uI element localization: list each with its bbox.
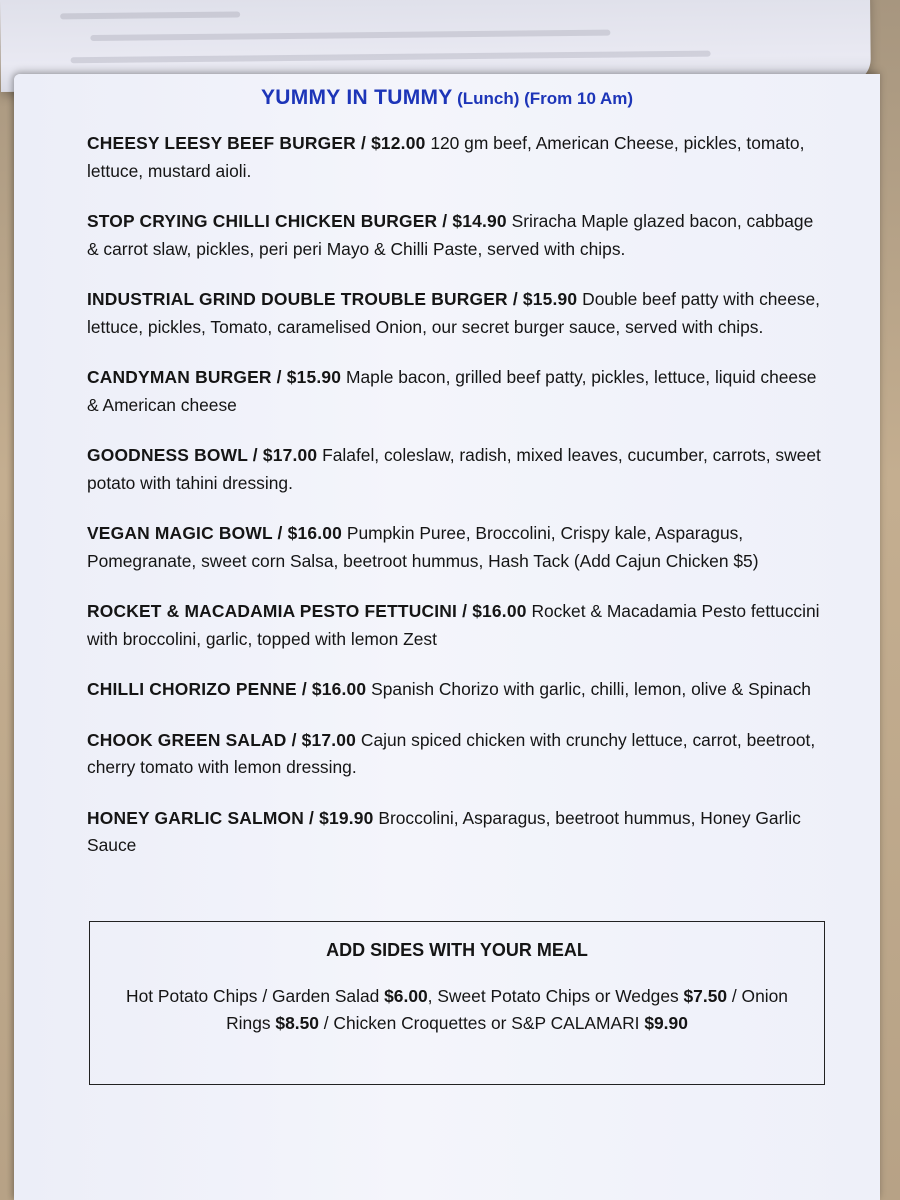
menu-item-price: $17.00 — [262, 445, 318, 465]
menu-item — [87, 727, 822, 782]
menu-item-description: Rocket & Macadamia Pesto fettuccini with broccolini, garlic, topped with lemon Zest — [87, 601, 820, 649]
menu-item-price: $12.00 — [371, 133, 426, 153]
menu-items-list — [87, 130, 822, 883]
menu-item-name: INDUSTRIAL GRIND DOUBLE TROUBLE BURGER — [87, 289, 508, 309]
menu-item — [87, 598, 822, 653]
separator: / — [457, 601, 473, 621]
menu-item — [87, 208, 822, 263]
menu-item-name: CHILLI CHORIZO PENNE — [87, 679, 297, 699]
menu-item-price: $17.00 — [301, 729, 357, 750]
menu-item-description: Cajun spiced chicken with crunchy lettuce, carrot, beetroot, cherry tomato with lemon dressing. — [87, 729, 816, 777]
menu-item-description: Falafel, coleslaw, radish, mixed leaves, cucumber, carrots, sweet potato with tahini dressing. — [87, 445, 821, 493]
separator: / — [247, 445, 263, 465]
menu-item-name: GOODNESS BOWL — [87, 445, 248, 465]
faded-text-line — [60, 11, 240, 19]
menu-item-description: Spanish Chorizo with garlic, chilli, lemon, olive & Spinach — [371, 679, 811, 699]
faded-text-line — [90, 30, 610, 41]
sides-option-text: / Onion Rings — [226, 986, 788, 1033]
menu-item-description: Maple bacon, grilled beef patty, pickles, lettuce, liquid cheese & American cheese — [87, 367, 817, 415]
sides-text — [90, 983, 824, 1037]
menu-item — [87, 286, 822, 341]
menu-item-description: Broccolini, Asparagus, beetroot hummus, Honey Garlic Sauce — [87, 807, 801, 855]
separator: / — [437, 211, 453, 231]
sides-option-price: $6.00 — [384, 986, 428, 1006]
sides-box — [89, 921, 825, 1085]
menu-item-description: Double beef patty with cheese, lettuce, pickles, Tomato, caramelised Onion, our secret burger sauce, served with chips. — [87, 289, 820, 337]
separator: / — [355, 133, 372, 153]
faded-text-line — [71, 51, 711, 64]
menu-item — [87, 364, 822, 419]
menu-item-price: $15.90 — [522, 289, 578, 309]
sides-option-price: $9.90 — [644, 1013, 688, 1033]
separator: / — [286, 729, 302, 750]
menu-item — [87, 130, 822, 185]
sides-option-price: $8.50 — [275, 1013, 319, 1033]
menu-item-description: Pumpkin Puree, Broccolini, Crispy kale, Asparagus, Pomegranate, sweet corn Salsa, beetroot hummus, Hash Tack (Add Cajun Chicken $5) — [87, 523, 759, 571]
menu-item-price: $16.00 — [287, 523, 342, 543]
menu-item-price: $16.00 — [311, 679, 367, 699]
menu-subtitle: (Lunch) (From 10 Am) — [457, 89, 634, 108]
menu-item — [87, 520, 822, 575]
menu-item-name: CHEESY LEESY BEEF BURGER — [87, 133, 356, 153]
menu-item-price: $19.90 — [319, 807, 374, 828]
separator: / — [272, 523, 288, 543]
menu-title: YUMMY IN TUMMY — [260, 86, 453, 109]
menu-item-name: ROCKET & MACADAMIA PESTO FETTUCINI — [87, 601, 458, 621]
menu-item — [87, 805, 822, 860]
sides-option-text: , Sweet Potato Chips or Wedges — [427, 986, 684, 1006]
sides-option-text: Hot Potato Chips / Garden Salad — [126, 986, 385, 1006]
menu-page — [14, 74, 880, 1200]
menu-item-name: CHOOK GREEN SALAD — [87, 729, 287, 750]
menu-item-name: CANDYMAN BURGER — [87, 367, 272, 387]
menu-item — [87, 442, 822, 497]
separator: / — [304, 807, 320, 828]
sides-option-text: / Chicken Croquettes or S&P CALAMARI — [318, 1013, 645, 1033]
sides-option-price: $7.50 — [683, 986, 728, 1006]
menu-item-description: 120 gm beef, American Cheese, pickles, tomato, lettuce, mustard aioli. — [87, 133, 805, 181]
separator: / — [507, 289, 523, 309]
menu-item-name: STOP CRYING CHILLI CHICKEN BURGER — [87, 211, 438, 231]
menu-item-price: $14.90 — [452, 211, 507, 231]
menu-header — [14, 86, 880, 110]
menu-item-price: $15.90 — [286, 367, 342, 387]
separator: / — [271, 367, 287, 387]
menu-item-price: $16.00 — [472, 601, 527, 621]
menu-item — [87, 676, 822, 704]
menu-item-description: Sriracha Maple glazed bacon, cabbage & carrot slaw, pickles, peri peri Mayo & Chilli Paste, served with chips. — [87, 211, 814, 259]
menu-item-name: VEGAN MAGIC BOWL — [87, 523, 273, 543]
menu-item-name: HONEY GARLIC SALMON — [87, 807, 305, 828]
separator: / — [296, 679, 312, 699]
sides-title: ADD SIDES WITH YOUR MEAL — [326, 940, 588, 960]
